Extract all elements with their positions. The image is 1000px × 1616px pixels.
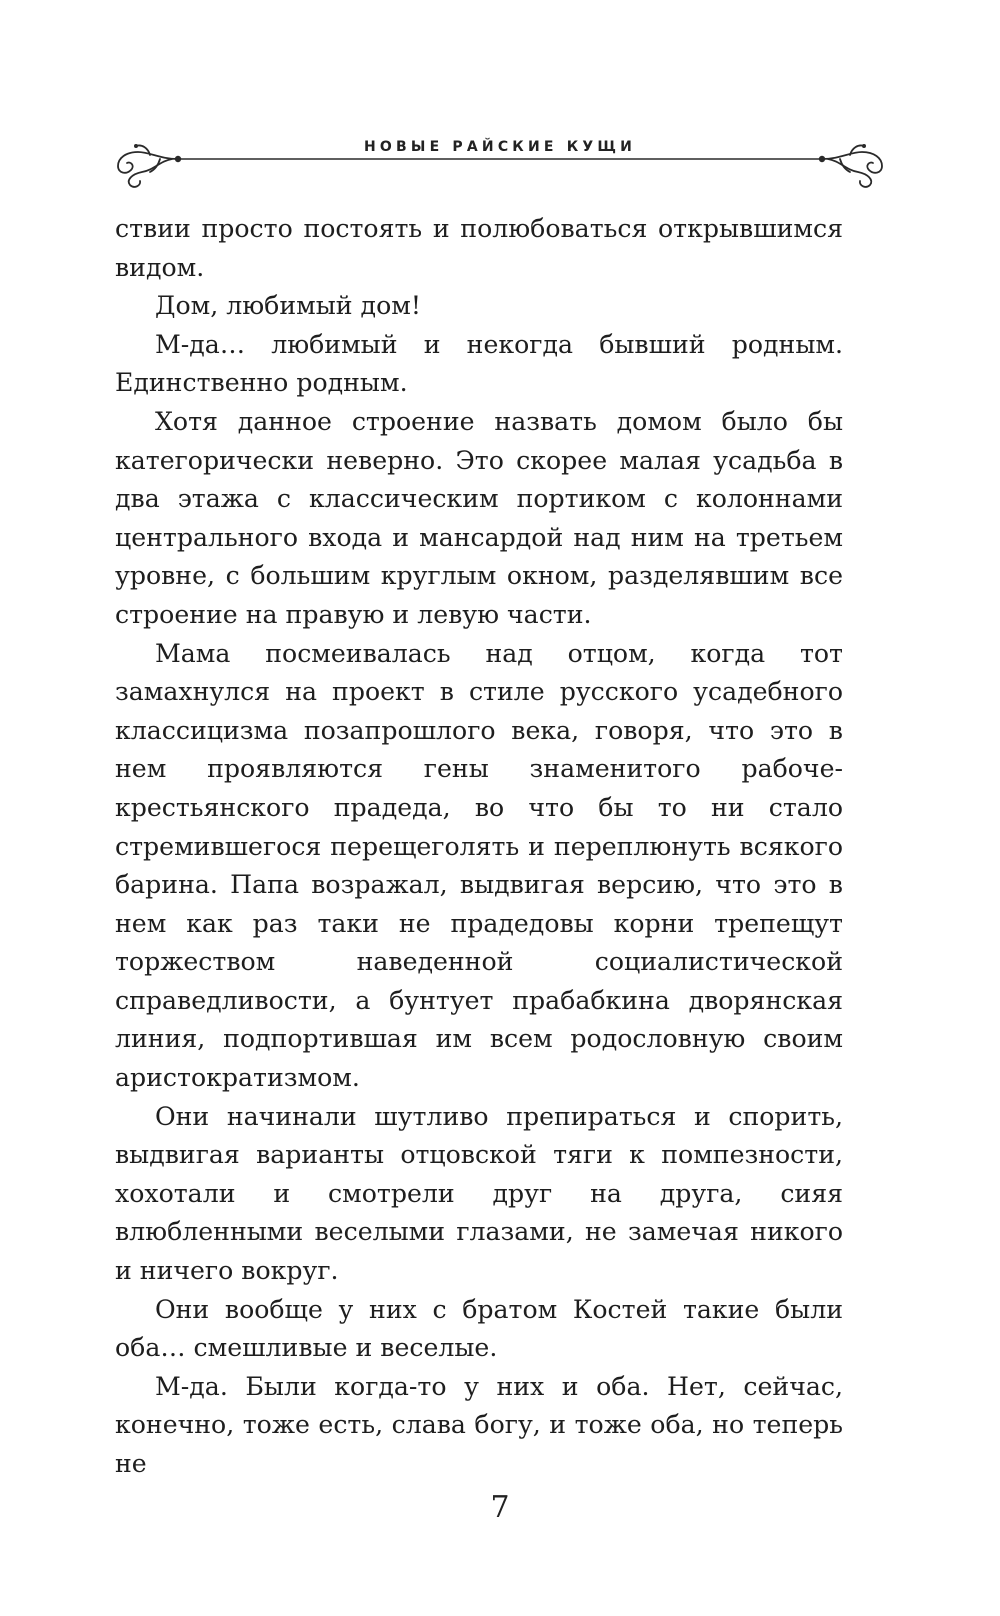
paragraph: ствии просто постоять и полюбоваться открывшимся видом. — [115, 214, 843, 282]
paragraph: Дом, любимый дом! — [155, 291, 421, 321]
paragraph: Мама посмеивалась над отцом, когда тот замахнулся на проект в стиле русского усадебного классицизма позапрошлого века, говоря, что это в нем проявляются гены знаменитого рабоче-крестьянского прадеда, во что бы то ни стало стремившегося перещеголять и переплюнуть всякого барина. Папа возражал, выдвигая версию, что это в нем как раз таки не прадедовы корни трепещут торжеством наведенной социалистической справедливости, а бунтует прабабкина дворянская линия, подпортившая им всем родословную своим аристократизмом. — [115, 638, 843, 1093]
paragraph: Они вообще у них с братом Костей такие были оба… смешливые и веселые. — [115, 1294, 843, 1363]
paragraph: М-да… любимый и некогда бывший родным. Единственно родным. — [115, 329, 843, 398]
paragraph: Они начинали шутливо препираться и спорить, выдвигая варианты отцовской тяги к помпезности, хохотали и смотрели друг на друга, сияя влюбленными веселыми глазами, не замечая никого и ничего вокруг. — [115, 1101, 843, 1286]
page-number: 7 — [490, 1490, 510, 1525]
paragraph: М-да. Были когда-то у них и оба. Нет, сейчас, конечно, тоже есть, слава богу, и тоже оба, но теперь не — [115, 1371, 843, 1478]
paragraph: Хотя данное строение назвать домом было бы категорически неверно. Это скорее малая усадьба в два этажа с классическим портиком с колоннами центрального входа и мансардой над ним на третьем уровне, с большим круглым окном, разделявшим все строение на правую и левую части. — [115, 406, 843, 629]
running-header — [0, 128, 1000, 198]
running-title: НОВЫЕ РАЙСКИЕ КУЩИ — [363, 139, 637, 155]
body-text — [115, 210, 843, 1484]
